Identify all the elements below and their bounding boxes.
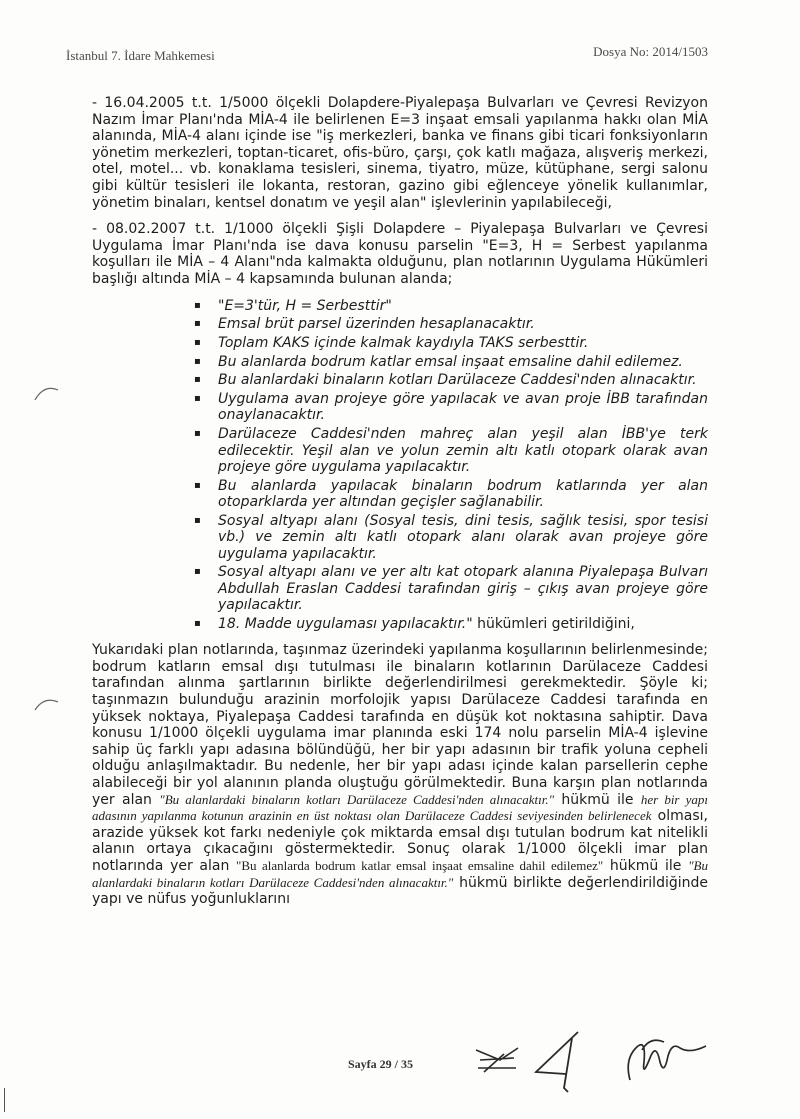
scan-edge-line [4,1088,5,1112]
plan-note-item: ▪ Toplam KAKS içinde kalmak kaydıyla TAKS serbesttir. [214,335,708,351]
plan-note-item-last [214,616,708,632]
document-body [92,95,708,918]
assessment-quote-2: her bir yapı adasının yapılanma kotunun arazinin en üst noktası olan Darülaceze Caddesi seviyesinden belirlenecek [92,791,709,824]
plan-note-item: ▪ Uygulama avan projeye göre yapılacak ve avan proje İBB tarafından onaylanacaktır. [214,391,708,424]
plan-note-item: ▪ Darülaceze Caddesi'nden mahreç alan yeşil alan İBB'ye terk edilecektir. Yeşil alan ve yolun zemin altı katlı otopark olarak avan projeye göre uygulama yapılacaktır. [214,426,708,475]
assessment-text-2: hükmü ile [554,791,641,808]
paragraph-assessment [92,642,708,908]
assessment-text-4: hükmü ile [603,857,689,874]
plan-note-item: ▪ Bu alanlarda bodrum katlar emsal inşaat emsaline dahil edilemez. [214,354,708,370]
plan-note-item: ▪ Emsal brüt parsel üzerinden hesaplanacaktır. [214,316,708,332]
assessment-quote-1: "Bu alanlardaki binaların kotları Darülaceze Caddesi'nden alınacaktır." [159,791,555,807]
signature-initial-2 [532,1028,592,1096]
assessment-text-3: olması, arazide yüksek kot farkı nedeniyle çok miktarda emsal dışı tutulan bodrum kat nitelikli alanın ortaya çıkacağını göstermektedir. Sonuç olarak 1/1000 ölçekli imar plan notlarında yer alan [92,808,708,874]
plan-notes-list [92,298,708,633]
assessment-quote-3: "Bu alanlarda bodrum katlar emsal inşaat emsaline dahil edilemez" [236,857,604,873]
plan-note-item: ▪ Sosyal altyapı alanı ve yer altı kat otopark alanına Piyalepaşa Bulvarı Abdullah Eraslan Caddesi tarafından giriş – çıkış avan projeye göre yapılacaktır. [214,564,708,613]
signature-initial-3 [620,1028,720,1086]
plan-note-item: ▪ "E=3'tür, H = Serbesttir" [214,298,708,314]
plan-note-item: ▪ Bu alanlardaki binaların kotları Darülaceze Caddesi'nden alınacaktır. [214,372,708,388]
signature-initial-1 [470,1042,530,1076]
plan-note-item: ▪ Sosyal altyapı alanı (Sosyal tesis, dini tesis, sağlık tesisi, spor tesisi vb.) ve zemin altı katlı otopark alanı olarak avan projeye göre uygulama yapılacaktır. [214,513,708,562]
page-number: Sayfa 29 / 35 [348,1057,414,1071]
plan-note-last-italic: 18. Madde uygulaması yapılacaktır." [218,615,473,632]
case-number-header: Dosya No: 2014/1503 [593,44,708,59]
assessment-text-5: hükmü birlikte değerlendirildiğinde yapı ve nüfus yoğunluklarını [92,874,708,908]
paragraph-nazim-plan: - 16.04.2005 t.t. 1/5000 ölçekli Dolapdere-Piyalepaşa Bulvarları ve Çevresi Revizyon Nazım İmar Planı'nda MİA-4 ile belirlenen E=3 inşaat emsali yapılanma hakkı olan MİA alanında, MİA-4 alanı içinde ise "iş merkezleri, banka ve finans gibi ticari fonksiyonların yönetim merkezleri, toptan-ticaret, ofis-büro, çarşı, çok katlı mağaza, alışveriş merkezi, otel, motel... vb. konaklama tesisleri, sinema, tiyatro, müze, kütüphane, sergi salonu gibi kültür tesisleri ile lokanta, restoran, gazino gibi eğlenceye yönelik kullanımlar, yönetim binaları, kentsel donatım ve yeşil alan" işlevlerinin yapılabileceği, [92,95,708,211]
assessment-quote-4: "Bu alanlardaki binaların kotları Darülaceze Caddesi'nden alınacaktır." [92,857,708,890]
plan-note-item: ▪ Bu alanlarda yapılacak binaların bodrum katlarında yer alan otoparklarda yer altından geçişler sağlanabilir. [214,478,708,511]
margin-arc-mark [32,694,62,718]
assessment-text-1: Yukarıdaki plan notlarında, taşınmaz üzerindeki yapılanma koşullarının belirlenmesinde; bodrum katların emsal dışı tutulması ile binaların kotlarının Darülaceze Caddesi tarafından alınma şartlarının birlikte değerlendirilmesi gerekmektedir. Şöyle ki; taşınmazın bulunduğu arazinin morfolojik yapısı Darülaceze Caddesi tarafında en yüksek noktaya, Piyalepaşa Caddesi tarafında en düşük kot noktasına sahiptir. Dava konusu 1/1000 ölçekli uygulama imar planında eski 174 nolu parselin MİA-4 işlevine sahip üç farklı yapı adasına bölündüğü, her bir yapı adasının bir trafik yoluna cepheli olduğu anlaşılmaktadır. Bu nedenle, her bir yapı adası içinde kalan parsellerin cephe alabileceği bir yol alanının planda oluştuğu görülmektedir. Buna karşın plan notlarında yer alan [92,642,708,808]
court-name-header: İstanbul 7. İdare Mahkemesi [66,48,215,63]
paragraph-uygulama-plan: - 08.02.2007 t.t. 1/1000 ölçekli Şişli Dolapdere – Piyalepaşa Bulvarları ve Çevresi Uygulama İmar Planı'nda ise dava konusu parselin "E=3, H = Serbest yapılanma koşulları ile MİA – 4 Alanı"nda kalmakta olduğunu, plan notlarının Uygulama Hükümleri başlığı altında MİA – 4 kapsamında bulunan alanda; [92,221,708,287]
plan-note-last-plain: hükümleri getirildiğini, [472,615,635,632]
margin-arc-mark [32,380,62,404]
